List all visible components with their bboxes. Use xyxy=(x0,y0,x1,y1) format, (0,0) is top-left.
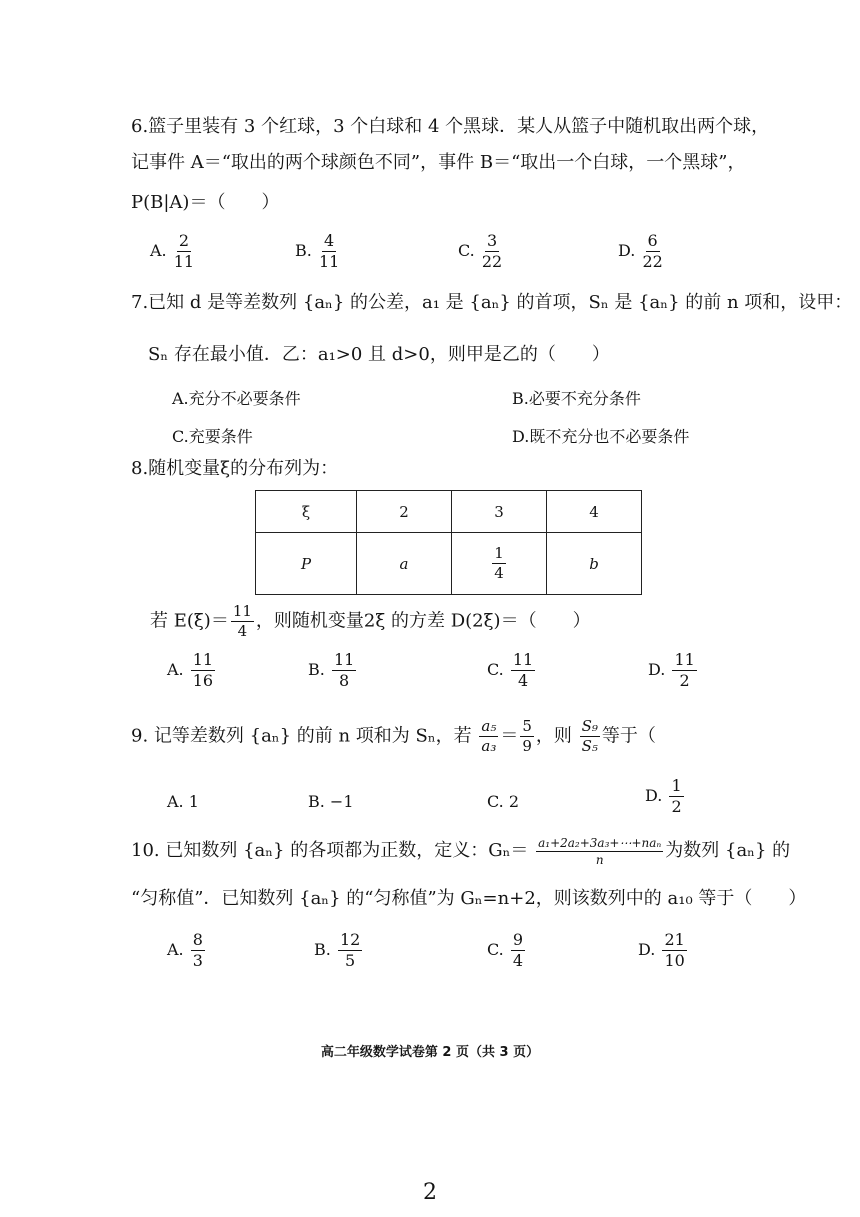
option-label: A. xyxy=(150,241,167,260)
option-label: D. xyxy=(645,786,663,805)
table-cell: a xyxy=(357,533,452,595)
option-fraction: $\frac{3}{22}$ xyxy=(481,231,503,271)
q6-option-c[interactable] xyxy=(458,233,504,270)
q6-option-d[interactable] xyxy=(618,233,665,270)
option-fraction: $\frac{8}{3}$ xyxy=(192,930,203,970)
option-label: B. xyxy=(314,940,331,959)
q6-line-2: 记事件 A＝“取出的两个球颜色不同”，事件 B＝“取出一个白球，一个黑球”， xyxy=(131,152,746,173)
option-fraction: $\frac{12}{5}$ xyxy=(339,930,361,970)
option-label: A. xyxy=(167,660,184,679)
option-label: C. xyxy=(487,660,504,679)
option-fraction: $\frac{1}{2}$ xyxy=(671,776,682,816)
q10-option-a[interactable] xyxy=(167,932,207,969)
q6-line-1: 6.篮子里装有 3 个红球，3 个白球和 4 个黑球．某人从篮子中随机取出两个球， xyxy=(131,116,770,137)
q9-stem: 9. 记等差数列 {aₙ} 的前 n 项和为 Sₙ，若 $\frac{\text{a₅}}{\text{a₃}}$ ＝ $\frac{5}{9}$ ，则 $\frac{\text{S₉}}{\text{S₅}}$ 等于（ xyxy=(131,717,656,755)
q8-option-a[interactable] xyxy=(167,652,217,689)
option-fraction: $\frac{9}{4}$ xyxy=(512,930,524,970)
option-label: D. xyxy=(648,660,666,679)
q10-line-2: “匀称值”．已知数列 {aₙ} 的“匀称值”为 Gₙ=n+2，则该数列中的 a₁₀ 等于（ ） xyxy=(131,888,807,909)
option-label: D. xyxy=(618,241,636,260)
table-cell: 4 xyxy=(547,491,642,533)
q8-option-b[interactable] xyxy=(308,652,358,689)
table-cell: ξ xyxy=(256,491,357,533)
q9-option-d[interactable] xyxy=(645,778,686,815)
q6-line-3: P(B|A)＝（ ） xyxy=(131,192,280,213)
q7-option-a[interactable]: A.充分不必要条件 xyxy=(172,389,301,408)
option-fraction: $\frac{2}{11}$ xyxy=(173,231,195,271)
distribution-table xyxy=(255,490,642,595)
table-cell: P xyxy=(256,533,357,595)
table-cell: 3 xyxy=(452,491,547,533)
q7-option-c[interactable]: C.充要条件 xyxy=(172,427,253,446)
option-fraction: $\frac{21}{10}$ xyxy=(664,930,685,970)
option-label: C. xyxy=(458,241,475,260)
option-label: B. xyxy=(295,241,312,260)
option-fraction: $\frac{11}{8}$ xyxy=(333,650,355,690)
table-cell: b xyxy=(547,533,642,595)
q8-line-1: 8.随机变量ξ的分布列为： xyxy=(131,458,339,479)
q8-option-d[interactable] xyxy=(648,652,699,689)
option-fraction: $\frac{11}{16}$ xyxy=(192,650,214,690)
q8-option-c[interactable] xyxy=(487,652,537,689)
q6-option-b[interactable] xyxy=(295,233,341,270)
table-row xyxy=(256,491,642,533)
option-label: D. xyxy=(638,940,656,959)
q9-option-a[interactable]: A. 1 xyxy=(167,792,199,811)
page-footer: 高二年级数学试卷第 2 页（共 3 页） xyxy=(320,1045,540,1060)
q8-condition: 若 E(ξ)＝ $\frac{11}{4}$ ，则随机变量2ξ 的方差 D(2ξ)＝（ ） xyxy=(150,602,591,640)
q7-option-b[interactable]: B.必要不充分条件 xyxy=(512,389,641,408)
option-label: C. xyxy=(487,940,504,959)
q6-option-a[interactable] xyxy=(150,233,196,270)
q10-option-b[interactable] xyxy=(314,932,364,969)
option-fraction: $\frac{11}{2}$ xyxy=(674,650,695,690)
option-fraction: $\frac{6}{22}$ xyxy=(642,231,663,271)
page-number: 2 xyxy=(423,1180,437,1205)
q7-line-2: Sₙ 存在最小值．乙：a₁>0 且 d>0，则甲是乙的（ ） xyxy=(148,344,610,365)
q9-option-c[interactable]: C. 2 xyxy=(487,792,520,811)
q7-line-1: 7.已知 d 是等差数列 {aₙ} 的公差，a₁ 是 {aₙ} 的首项，Sₙ 是 {aₙ} 的前 n 项和，设甲： xyxy=(131,292,853,313)
table-cell: 2 xyxy=(357,491,452,533)
q7-option-d[interactable]: D.既不充分也不必要条件 xyxy=(512,427,690,446)
q10-stem: 10. 已知数列 {aₙ} 的各项都为正数，定义：Gₙ＝ $\frac{\text{a₁+2a₂+3a₃+⋯+naₙ}}{n}$ 为数列 {aₙ} 的 xyxy=(131,835,791,867)
option-label: A. xyxy=(167,940,184,959)
option-fraction: $\frac{4}{11}$ xyxy=(318,231,340,271)
q9-option-b[interactable]: B. −1 xyxy=(308,792,354,811)
table-row xyxy=(256,533,642,595)
option-label: B. xyxy=(308,660,325,679)
q10-option-d[interactable] xyxy=(638,932,689,969)
q10-option-c[interactable] xyxy=(487,932,527,969)
table-cell: $\frac{1}{4}$ xyxy=(452,533,547,595)
option-fraction: $\frac{11}{4}$ xyxy=(512,650,534,690)
